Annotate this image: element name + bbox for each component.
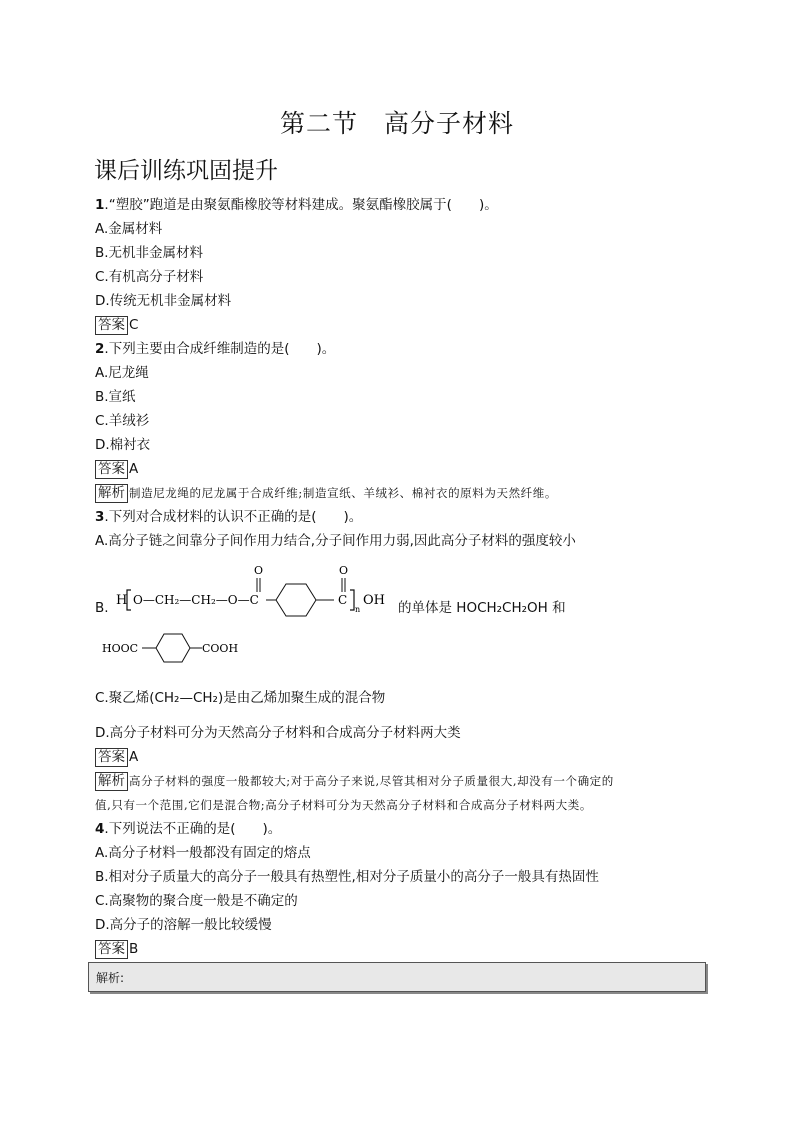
q1-answer: 答案 C — [95, 316, 138, 335]
formula-oh: OH — [363, 593, 385, 608]
answer-tag: 答案 — [95, 940, 128, 959]
q3-option-b-prefix: B. — [95, 600, 109, 616]
answer-tag: 答案 — [95, 460, 128, 479]
q4-option-d: D.高分子的溶解一般比较缓慢 — [95, 917, 272, 933]
q2-option-a: A.尼龙绳 — [95, 365, 149, 381]
q1-option-b: B.无机非金属材料 — [95, 245, 204, 261]
q3-stem: 3.下列对合成材料的认识不正确的是( )。 — [95, 509, 363, 525]
formula-hooc: HOOC — [102, 642, 139, 655]
benzene-ring — [276, 584, 316, 616]
q1-stem: 1.“塑胶”跑道是由聚氨酯橡胶等材料建成。聚氨酯橡胶属于( )。 — [95, 197, 498, 213]
q3-option-c: C.聚乙烯(CH₂—CH₂)是由乙烯加聚生成的混合物 — [95, 690, 386, 706]
formula-c: C — [338, 593, 348, 607]
q1-option-c: C.有机高分子材料 — [95, 269, 204, 285]
q1-option-a: A.金属材料 — [95, 221, 163, 237]
q4-explanation-box — [88, 962, 706, 992]
terephthalic-acid-formula — [100, 628, 250, 668]
polymer-structure-formula — [114, 560, 404, 622]
answer-tag: 答案 — [95, 748, 128, 767]
q3-option-d: D.高分子材料可分为天然高分子材料和合成高分子材料两大类 — [95, 725, 461, 741]
q2-stem: 2.下列主要由合成纤维制造的是( )。 — [95, 341, 336, 357]
q4-answer: 答案 B — [95, 940, 138, 959]
q4-explanation-label: 解析: — [96, 971, 125, 985]
section-title: 第二节 高分子材料 — [279, 109, 514, 138]
carbonyl-o-1: O — [254, 564, 264, 577]
formula-chain: O—CH₂—CH₂—O—C — [133, 593, 259, 607]
q4-option-a: A.高分子材料一般都没有固定的熔点 — [95, 845, 311, 861]
answer-tag: 答案 — [95, 316, 128, 335]
q3-explanation-line1: 解析 高分子材料的强度一般都较大;对于高分子来说,尽管其相对分子质量很大,却没有一个确定的 — [95, 772, 614, 791]
practice-heading: 课后训练巩固提升 — [94, 158, 278, 184]
q4-option-b: B.相对分子质量大的高分子一般具有热塑性,相对分子质量小的高分子一般具有热固性 — [95, 869, 599, 885]
explanation-tag: 解析 — [95, 772, 128, 791]
q4-option-c: C.高聚物的聚合度一般是不确定的 — [95, 893, 298, 909]
q3-option-a: A.高分子链之间靠分子间作用力结合,分子间作用力弱,因此高分子材料的强度较小 — [95, 533, 576, 549]
q2-option-c: C.羊绒衫 — [95, 413, 150, 429]
q2-answer: 答案 A — [95, 460, 138, 479]
q3-option-b-suffix: 的单体是 HOCH₂CH₂OH 和 — [398, 600, 566, 616]
formula-h: H — [116, 593, 128, 608]
q1-option-d: D.传统无机非金属材料 — [95, 293, 232, 309]
q3-answer: 答案 A — [95, 748, 138, 767]
left-bracket — [127, 590, 131, 610]
q2-option-b: B.宣纸 — [95, 389, 136, 405]
q4-stem: 4.下列说法不正确的是( )。 — [95, 821, 282, 837]
benzene-ring-2 — [156, 634, 190, 662]
explanation-tag: 解析 — [95, 484, 128, 503]
right-bracket — [350, 590, 354, 610]
formula-cooh: COOH — [202, 642, 239, 655]
q3-explanation-line2: 值,只有一个范围,它们是混合物;高分子材料可分为天然高分子材料和合成高分子材料两大类。 — [95, 798, 592, 812]
carbonyl-o-2: O — [339, 564, 349, 577]
formula-n: n — [355, 605, 361, 614]
q2-explanation: 解析 制造尼龙绳的尼龙属于合成纤维;制造宣纸、羊绒衫、棉衬衣的原料为天然纤维。 — [95, 484, 557, 503]
q2-option-d: D.棉衬衣 — [95, 437, 151, 453]
